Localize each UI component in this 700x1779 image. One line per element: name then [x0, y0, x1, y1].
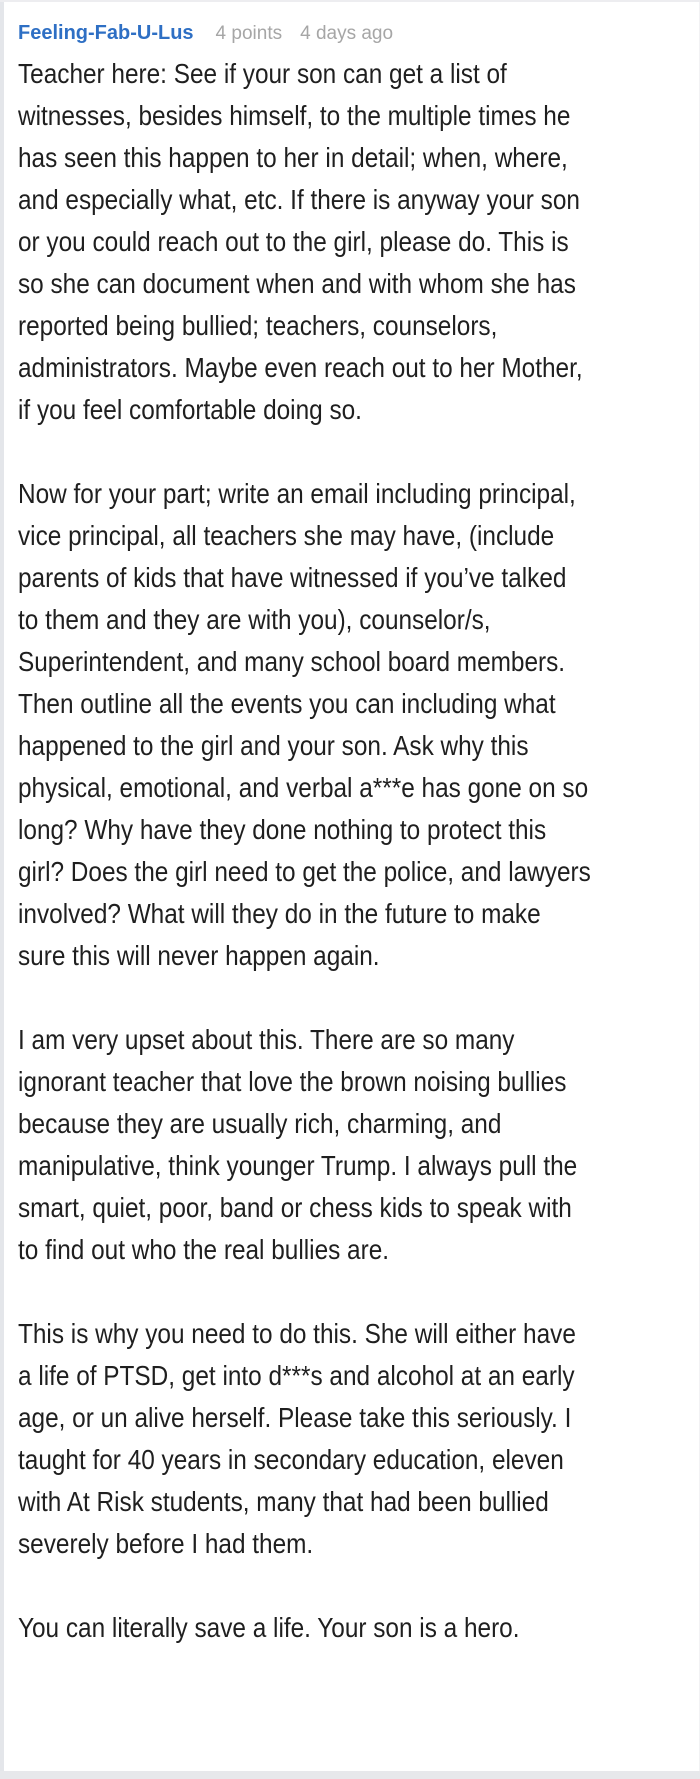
comment-paragraph: Now for your part; write an email including principal, vice principal, all teachers she may have, (include parents of kids that have witnessed if you’ve talked to them and they are with you), counselor/s, Superintendent, and many school board members. Then outline all the events you can including what happened to the girl and your son. Ask why this physical, emotional, and verbal a***e has gone on so long? Why have they done nothing to protect this girl? Does the girl need to get the police, and lawyers involved? What will they do in the future to make sure this will never happen again. [18, 478, 591, 971]
comment-points: 4 points [215, 23, 283, 44]
comment-header [18, 22, 682, 45]
comment-timestamp: 4 days ago [300, 23, 394, 44]
comment-depth-line [0, 2, 4, 1779]
comment-card [0, 2, 700, 1649]
comment-paragraph: This is why you need to do this. She will either have a life of PTSD, get into d***s and alcohol at an early age, or un alive herself. Please take this seriously. I taught for 40 years in secondary education, eleven with At Risk students, many that had been bullied severely before I had them. [18, 1318, 576, 1559]
comment-author-link[interactable]: Feeling-Fab-U-Lus [18, 22, 194, 44]
comment-paragraph: Teacher here: See if your son can get a list of witnesses, besides himself, to the multiple times he has seen this happen to her in detail; when, where, and especially what, etc. If there is anyway your son or you could reach out to the girl, please do. This is so she can document when and with whom she has reported being bullied; teachers, counselors, administrators. Maybe even reach out to her Mother, if you feel comfortable doing so. [18, 58, 583, 425]
bottom-divider [0, 1771, 700, 1779]
comment-paragraph: You can literally save a life. Your son is a hero. [18, 1612, 520, 1643]
comment-paragraph: I am very upset about this. There are so many ignorant teacher that love the brown noising bullies because they are usually rich, charming, and manipulative, think younger Trump. I always pull the smart, quiet, poor, band or chess kids to speak with to find out who the real bullies are. [18, 1024, 578, 1265]
comment-body [18, 53, 592, 1649]
